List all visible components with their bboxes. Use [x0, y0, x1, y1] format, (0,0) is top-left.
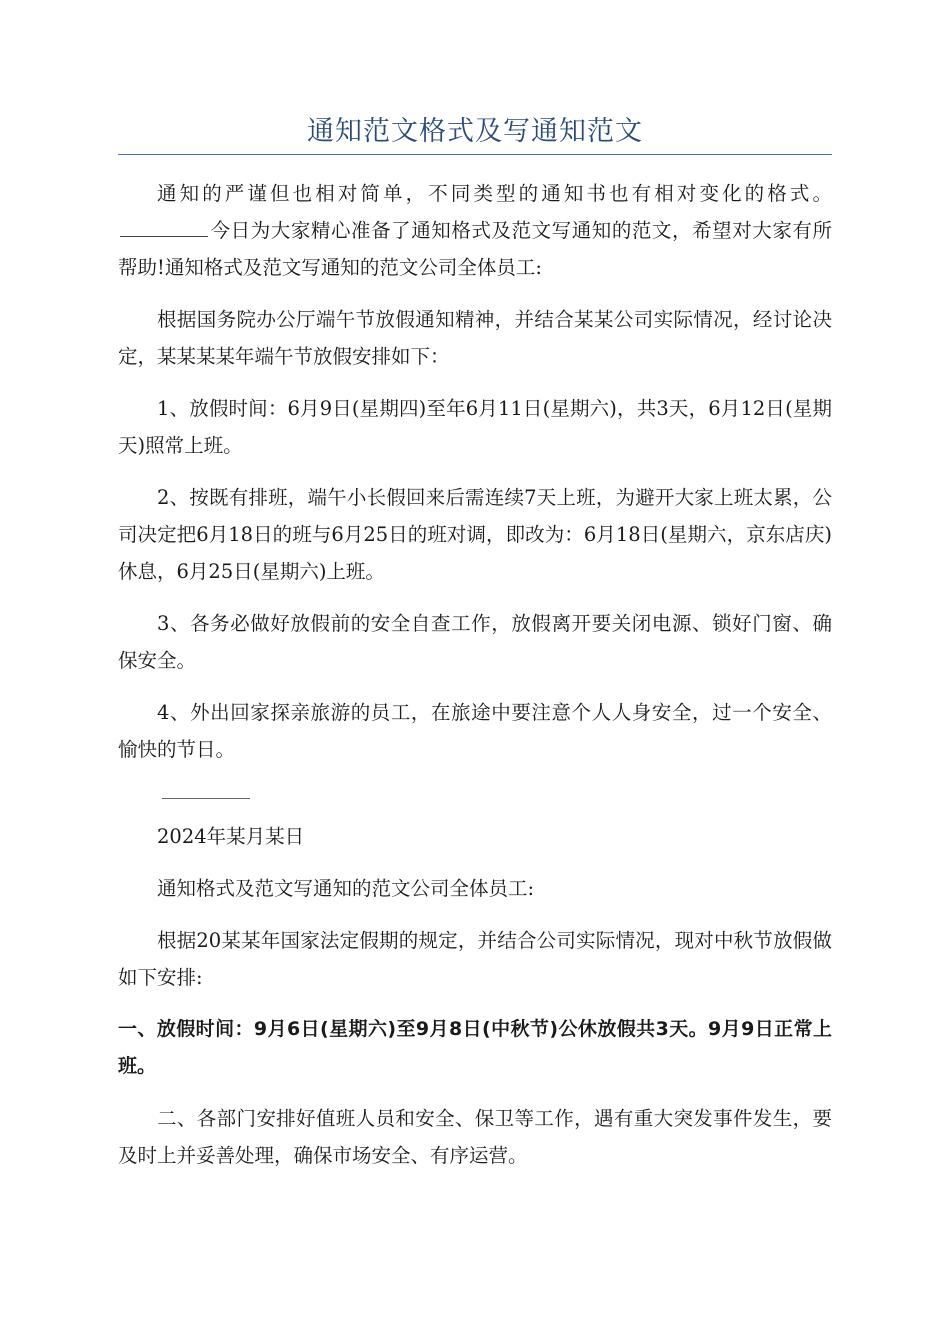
signature-blank-line: [162, 798, 250, 799]
paragraph-holiday-time: 一、放假时间：9月6日(星期六)至9月8日(中秋节)公休放假共3天。9月9日正常上班。: [118, 1018, 832, 1077]
intro-text-b: 今日为大家精心准备了通知格式及范文写通知的范文，希望对大家有所帮助!通知格式及范文写通知的范文公司全体员工:: [118, 219, 832, 279]
paragraph-date: 2024年某月某日: [157, 825, 305, 848]
paragraph-item-4: 4、外出回家探亲旅游的员工，在旅途中要注意个人人身安全，过一个安全、愉快的节日。: [118, 701, 832, 761]
paragraph-item-2: 2、按既有排班，端午小长假回来后需连续7天上班，为避开大家上班太累，公司决定把6月18日的班与6月25日的班对调，即改为：6月18日(星期六，京东店庆)休息，6月25日(星期六)上班。: [118, 486, 832, 583]
paragraph-recipients: 通知格式及范文写通知的范文公司全体员工:: [157, 877, 535, 900]
paragraph-mid-autumn-basis: 根据20某某年国家法定假期的规定，并结合公司实际情况，现对中秋节放假做如下安排:: [118, 929, 832, 989]
document-body: [118, 175, 832, 1174]
paragraph-item-3: 3、各务必做好放假前的安全自查工作，放假离开要关闭电源、锁好门窗、确保安全。: [118, 612, 832, 672]
paragraph-dragon-boat-basis: 根据国务院办公厅端午节放假通知精神，并结合某某公司实际情况，经讨论决定，某某某某年端午节放假安排如下：: [118, 308, 832, 368]
blank-line: [120, 235, 208, 237]
paragraph-duty-arrangement: 二、各部门安排好值班人员和安全、保卫等工作，遇有重大突发事件发生，要及时上并妥善处理，确保市场安全、有序运营。: [118, 1107, 832, 1167]
paragraph-intro: [118, 175, 832, 286]
title-underline: [118, 154, 832, 155]
paragraph-item-1: 1、放假时间：6月9日(星期四)至年6月11日(星期六)，共3天，6月12日(星期天)照常上班。: [118, 397, 832, 457]
document-title: 通知范文格式及写通知范文: [307, 116, 643, 147]
intro-text-a: 通知的严谨但也相对简单，不同类型的通知书也有相对变化的格式。: [157, 182, 832, 205]
